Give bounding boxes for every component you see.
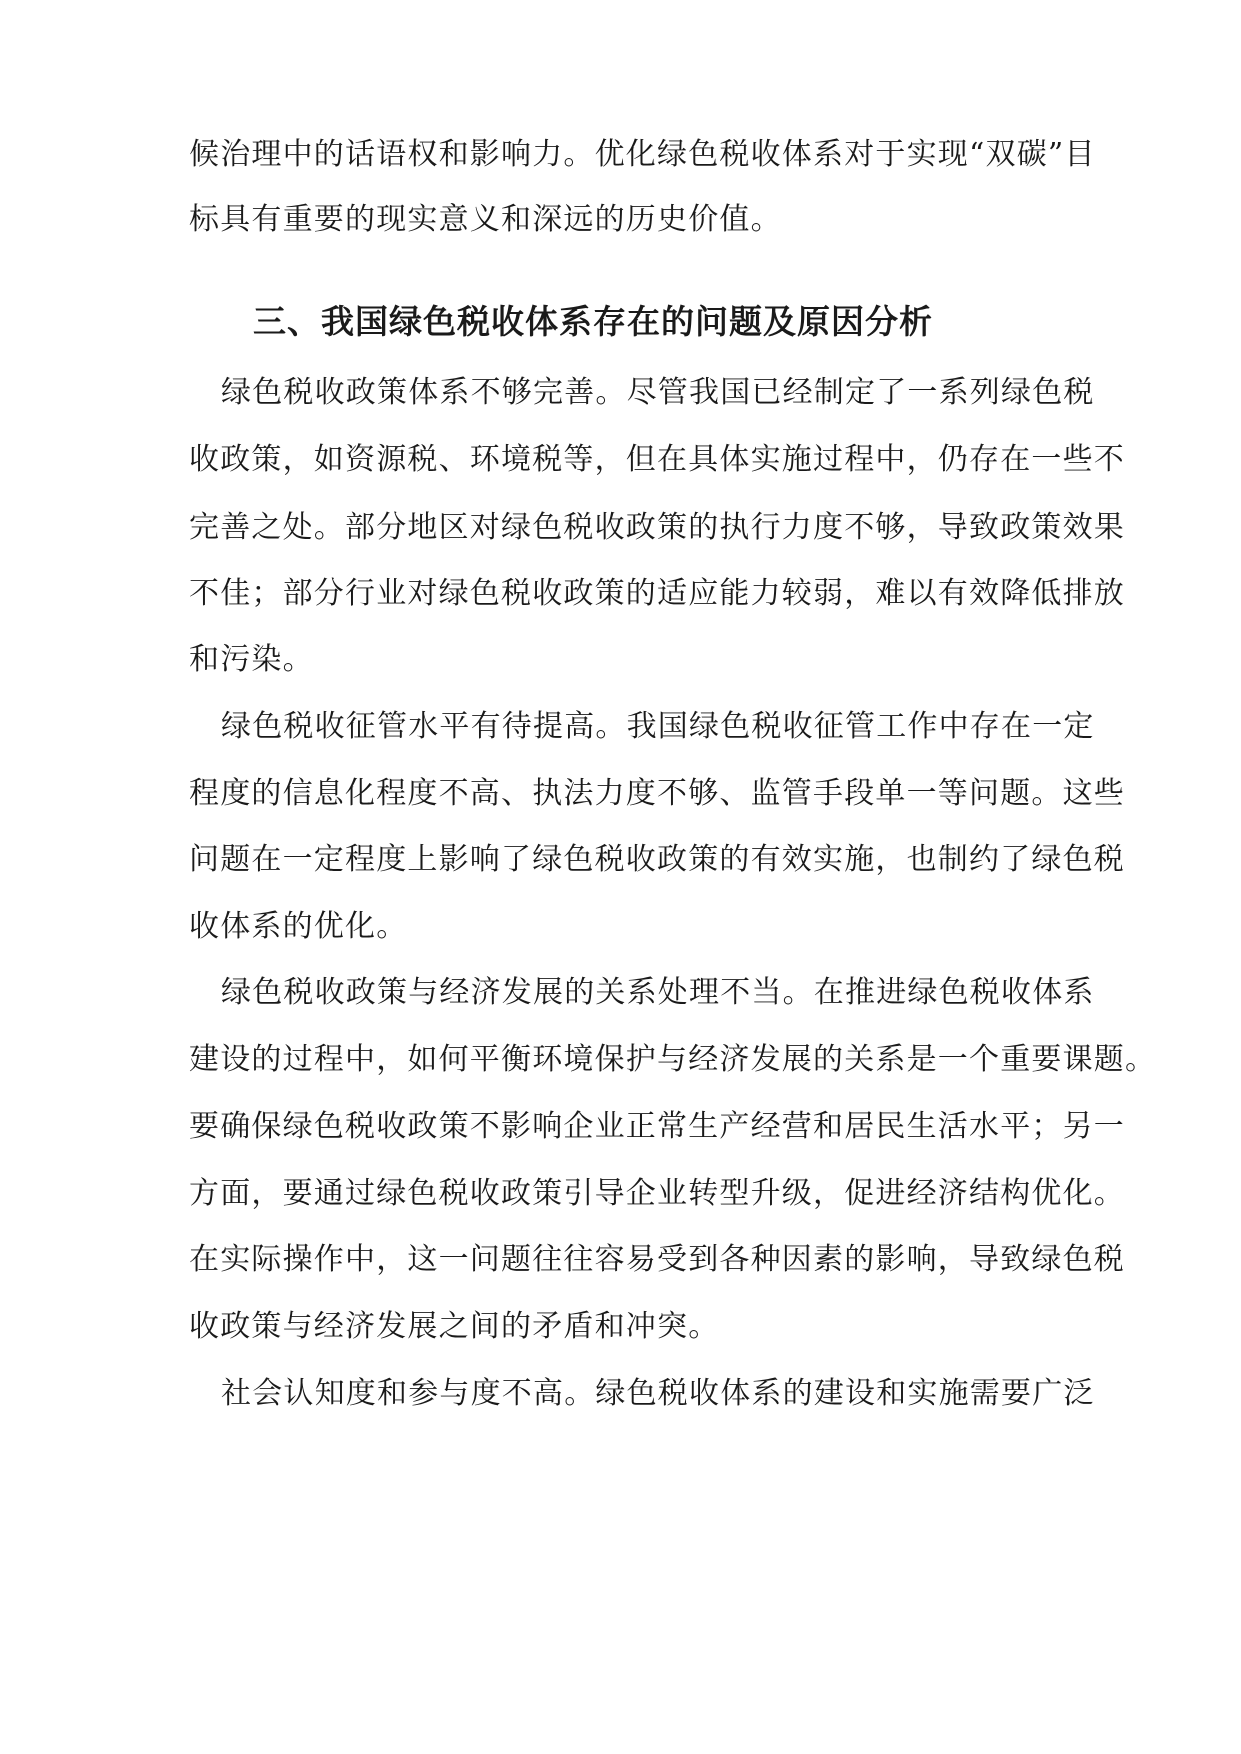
paragraph-line: 程度的信息化程度不高、执法力度不够、监管手段单一等问题。这些 xyxy=(189,776,1125,811)
paragraph-line: 收政策，如资源税、环境税等，但在具体实施过程中，仍存在一些不 xyxy=(189,442,1125,477)
paragraph-line: 完善之处。部分地区对绿色税收政策的执行力度不够，导致政策效果 xyxy=(189,510,1125,545)
paragraph-line: 绿色税收政策体系不够完善。尽管我国已经制定了一系列绿色税 xyxy=(221,375,1095,410)
paragraph-line: 绿色税收政策与经济发展的关系处理不当。在推进绿色税收体系 xyxy=(221,975,1095,1010)
paragraph-line: 在实际操作中，这一问题往往容易受到各种因素的影响，导致绿色税 xyxy=(189,1242,1125,1277)
paragraph-line: 要确保绿色税收政策不影响企业正常生产经营和居民生活水平；另一 xyxy=(189,1109,1125,1144)
intro-line: 候治理中的话语权和影响力。优化绿色税收体系对于实现“双碳”目 xyxy=(189,137,1096,172)
paragraph-line: 社会认知度和参与度不高。绿色税收体系的建设和实施需要广泛 xyxy=(221,1376,1095,1411)
paragraph-line: 收政策与经济发展之间的矛盾和冲突。 xyxy=(189,1309,720,1344)
intro-line: 标具有重要的现实意义和深远的历史价值。 xyxy=(189,202,782,237)
paragraph-line: 问题在一定程度上影响了绿色税收政策的有效实施，也制约了绿色税 xyxy=(189,842,1125,877)
section-heading: 三、我国绿色税收体系存在的问题及原因分析 xyxy=(253,302,933,341)
paragraph-line: 和污染。 xyxy=(189,642,314,677)
paragraph-line: 收体系的优化。 xyxy=(189,909,408,944)
paragraph-line: 不佳；部分行业对绿色税收政策的适应能力较弱，难以有效降低排放 xyxy=(189,576,1125,611)
paragraph-line: 建设的过程中，如何平衡环境保护与经济发展的关系是一个重要课题。 xyxy=(189,1042,1157,1077)
paragraph-line: 绿色税收征管水平有待提高。我国绿色税收征管工作中存在一定 xyxy=(221,709,1095,744)
paragraph-line: 方面，要通过绿色税收政策引导企业转型升级，促进经济结构优化。 xyxy=(189,1176,1125,1211)
